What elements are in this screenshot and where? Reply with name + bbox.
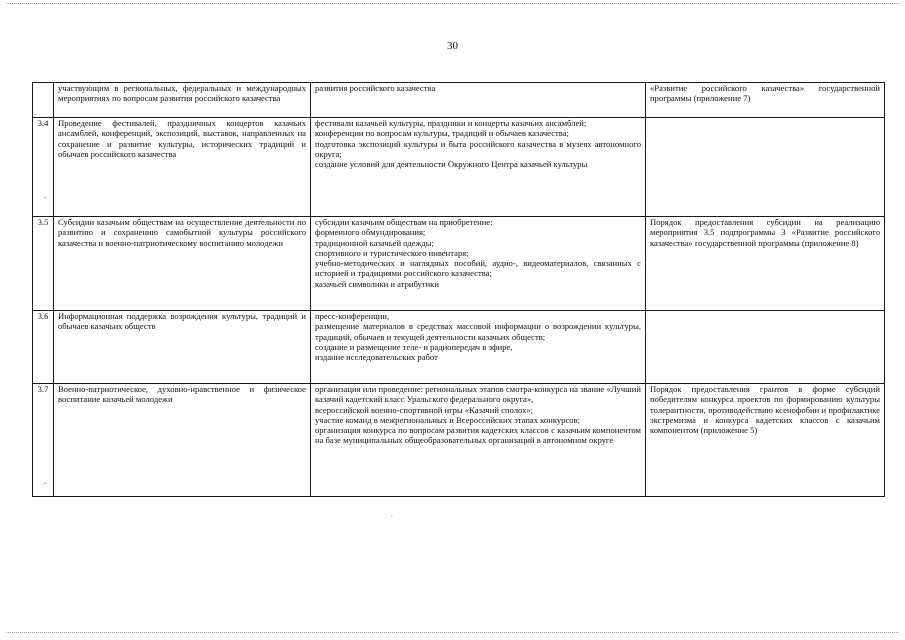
bottom-page-edge bbox=[6, 632, 899, 633]
note-cell bbox=[646, 384, 885, 497]
table-row bbox=[33, 118, 885, 217]
activity-cell-line: Субсидии казачьим обществам на осуществление деятельности по развитию и сохранению самобытной культуры российского казачества и военно-патриотическому воспитанию молодежи bbox=[58, 217, 306, 248]
content-cell-line: фестивали казачьей культуры, праздники и концерты казачьих ансамблей; bbox=[315, 118, 587, 128]
activity-cell-line: Военно-патриотическое, духовно-нравственное и физическое воспитание казачьей молодежи bbox=[58, 384, 306, 405]
row-number: 3.5 bbox=[33, 217, 54, 311]
content-cell-line: конференции по вопросам культуры, традиций и обычаев казачества; bbox=[315, 128, 569, 139]
table-body bbox=[33, 83, 885, 497]
content-cell-line: создание и размещение теле- и радиопередач в эфире, bbox=[315, 341, 513, 352]
content-cell-line: субсидии казачьим обществам на приобретение: bbox=[315, 217, 493, 227]
content-cell-line: развития российского казачества bbox=[315, 83, 436, 93]
note-cell bbox=[646, 83, 885, 118]
row-number: 3.7 bbox=[33, 384, 54, 497]
activity-cell-line: участвующим в региональных, федеральных и международных мероприятиях по вопросам развития российского казачества bbox=[58, 83, 306, 104]
note-cell bbox=[646, 118, 885, 217]
content-cell-line: участие команд в межрегиональных и Всероссийских этапах конкурсов; bbox=[315, 414, 581, 425]
note-cell-line: «Развитие российского казачества» государственной программы (приложение 7) bbox=[650, 83, 880, 104]
table-row bbox=[33, 384, 885, 497]
row-number: 3.4 bbox=[33, 118, 54, 217]
margin-mark: . bbox=[44, 476, 47, 486]
content-cell-line: организация конкурса по вопросам развития кадетских классов с казачьим компонентом на базе муниципальных общеобразовательных организаций в автономном округе bbox=[315, 425, 641, 446]
activity-cell-line: Проведение фестивалей, праздничных концертов казачьих ансамблей, конференций, экспозиций, выставок, направленных на сохранение и развитие культуры, исторических традиций и обычаев российского казачества bbox=[58, 118, 306, 159]
activity-cell-line: Информационная поддержка возрождения культуры, традиций и обычаев казачьих обществ bbox=[58, 311, 306, 332]
top-page-edge bbox=[6, 3, 899, 4]
content-cell-line: казачьей символики и атрибутики bbox=[315, 278, 439, 289]
content-cell-line: создание условий для деятельности Окружного Центра казачьей культуры bbox=[315, 159, 588, 170]
table-row bbox=[33, 83, 885, 118]
content-cell bbox=[311, 384, 646, 497]
content-cell-line: спортивного и туристического инвентаря; bbox=[315, 247, 469, 258]
activity-cell bbox=[54, 311, 311, 384]
scan-speck: . bbox=[391, 511, 393, 519]
content-cell bbox=[311, 311, 646, 384]
activity-cell bbox=[54, 118, 311, 217]
note-cell-line: Порядок предоставления субсидии на реализацию мероприятия 3.5 подпрограммы 3 «Развитие российского казачества» государственной программы (приложение 8) bbox=[650, 217, 880, 248]
content-cell-line: всероссийской военно-спортивной игры «Казачий сполох»; bbox=[315, 404, 534, 415]
measures-table bbox=[32, 82, 885, 497]
page-number: 30 bbox=[447, 40, 458, 52]
content-cell-line: подготовка экспозиций культуры и быта российского казачества в музеях автономного округа; bbox=[315, 138, 641, 159]
content-cell bbox=[311, 217, 646, 311]
content-cell-line: организация или проведение: региональных этапов смотра-конкурса на звание «Лучший казачий кадетский класс Уральского федерального округа», bbox=[315, 384, 641, 405]
note-cell bbox=[646, 217, 885, 311]
content-cell-line: издание исследовательских работ bbox=[315, 352, 438, 363]
row-number: 3.6 bbox=[33, 311, 54, 384]
content-cell-line: размещение материалов в средствах массовой информации о возрождении культуры, традиций, обычаев и текущей деятельности казачьих обществ; bbox=[315, 321, 641, 342]
table-row bbox=[33, 311, 885, 384]
content-cell-line: форменного обмундирования; bbox=[315, 227, 426, 238]
row-number bbox=[33, 83, 54, 118]
note-cell bbox=[646, 311, 885, 384]
table-row bbox=[33, 217, 885, 311]
content-cell-line: учебно-методических и наглядных пособий, аудио-, видеоматериалов, связанных с историей и традициями российского казачества; bbox=[315, 258, 641, 279]
content-cell-line: традиционной казачьей одежды; bbox=[315, 237, 434, 248]
margin-mark: . bbox=[44, 190, 47, 200]
content-cell bbox=[311, 83, 646, 118]
content-cell bbox=[311, 118, 646, 217]
note-cell-line: Порядок предоставления грантов в форме субсидий победителям конкурса проектов по формированию культуры толерантности, противодействию ксенофобии и профилактике экстремизма и конкурса кадетских классов с казачьим компонентом (приложение 5) bbox=[650, 384, 880, 436]
activity-cell bbox=[54, 384, 311, 497]
content-cell-line: пресс-конференции, bbox=[315, 311, 390, 321]
activity-cell bbox=[54, 83, 311, 118]
activity-cell bbox=[54, 217, 311, 311]
